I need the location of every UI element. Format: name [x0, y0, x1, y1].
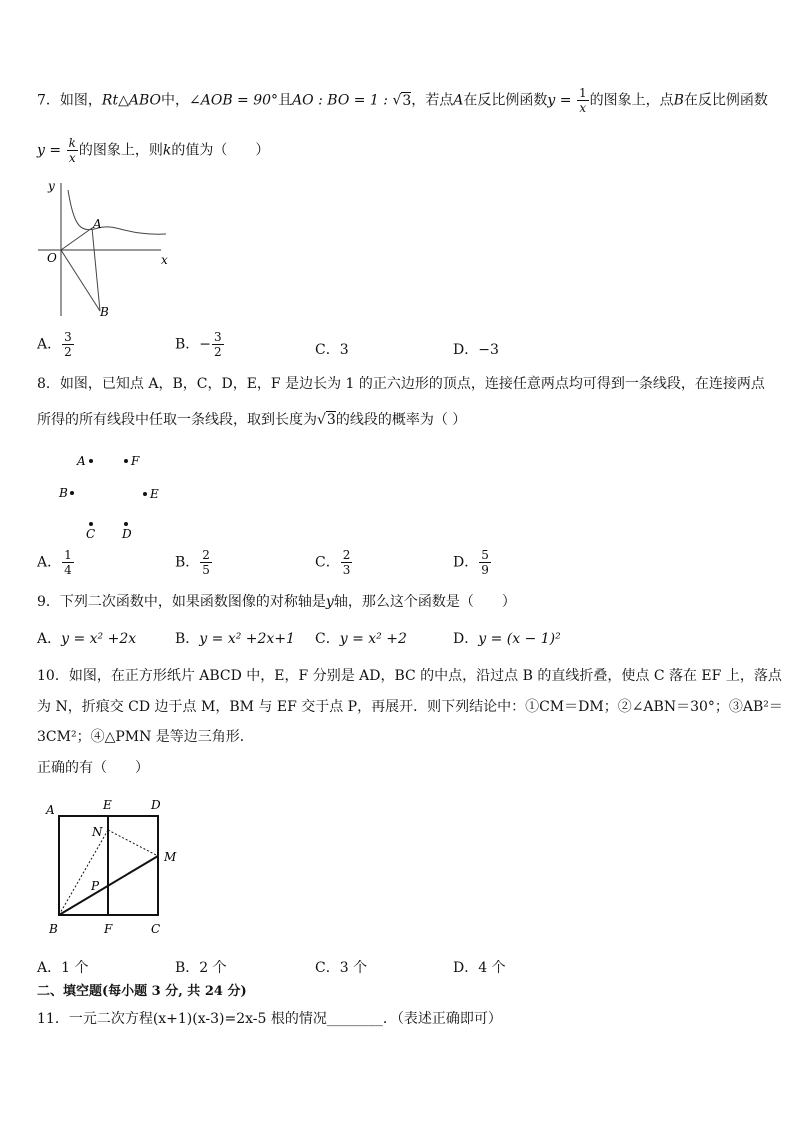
q8-label-D: D — [122, 527, 132, 541]
q10-label-C: C — [151, 922, 161, 936]
q7-option-c[interactable]: C．3 — [315, 342, 349, 358]
q10-line4: 正确的有（ ） — [37, 760, 149, 776]
q10-option-b[interactable]: B．2 个 — [175, 960, 227, 976]
q9-option-a[interactable]: A．y = x² +2x — [37, 631, 137, 647]
q7-option-d[interactable]: D．−3 — [453, 342, 499, 358]
q7-option-a[interactable]: A． $\frac{3}{2}$ — [37, 330, 72, 359]
q10-label-P: P — [91, 879, 100, 893]
q8-dot-A — [89, 459, 93, 463]
q8-label-E: E — [150, 487, 159, 501]
q10-option-c[interactable]: C．3 个 — [315, 960, 368, 976]
q9-option-d[interactable]: D．y = (x − 1)² — [453, 631, 561, 647]
q10-line3: 3CM²；④△PMN 是等边三角形． — [37, 729, 254, 745]
q8-hexagon-points — [55, 450, 175, 545]
q10-label-N: N — [92, 825, 103, 839]
q8-dot-C — [89, 522, 93, 526]
q8-line2: 所得的所有线段中任取一条线段，取到长度为√3的线段的概率为（ ） — [37, 412, 467, 428]
q8-label-F: F — [131, 454, 140, 468]
section-heading: 二、填空题(每小题 3 分, 共 24 分) — [37, 984, 247, 999]
q10-square-figure — [42, 796, 182, 938]
q7-label-B: B — [100, 305, 109, 319]
q7-line2: y = $\frac{k}{x}$ 的图象上，则k的值为（ ） — [37, 136, 270, 165]
q10-label-B: B — [49, 922, 58, 936]
q7-label-y: y — [48, 179, 55, 193]
q9-stem: 9．下列二次函数中，如果函数图像的对称轴是y轴，那么这个函数是（ ） — [37, 594, 516, 610]
q8-dot-E — [143, 492, 147, 496]
q8-option-b[interactable]: B． $\frac{2}{5}$ — [175, 548, 210, 577]
q10-option-a[interactable]: A．1 个 — [37, 960, 89, 976]
q10-label-A: A — [46, 803, 55, 817]
q10-option-d[interactable]: D．4 个 — [453, 960, 506, 976]
q8-label-A: A — [77, 454, 86, 468]
q9-option-b[interactable]: B．y = x² +2x+1 — [175, 631, 295, 647]
q7-option-b[interactable]: B．− $\frac{3}{2}$ — [175, 330, 222, 359]
q10-label-F: F — [104, 922, 113, 936]
q9-option-c[interactable]: C．y = x² +2 — [315, 631, 407, 647]
q10-line1: 10．如图，在正方形纸片 ABCD 中，E，F 分别是 AD，BC 的中点，沿过点 B 的直线折叠，使点 C 落在 EF 上，落点 — [37, 668, 782, 684]
q10-label-E: E — [103, 798, 112, 812]
q10-line2: 为 N，折痕交 CD 边于点 M，BM 与 EF 交于点 P，再展开．则下列结论中：①CM＝DM；②∠ABN＝30°；③AB²＝ — [37, 699, 783, 715]
q8-dot-D — [124, 522, 128, 526]
q8-label-C: C — [86, 527, 96, 541]
q7-graph — [36, 178, 171, 320]
q7-label-x: x — [161, 253, 168, 267]
q8-option-a[interactable]: A． $\frac{1}{4}$ — [37, 548, 72, 577]
q11-stem: 11．一元二次方程(x+1)(x-3)=2x-5 根的情况________．（表述正确即可） — [37, 1011, 502, 1027]
q8-dot-B — [70, 491, 74, 495]
q10-label-D: D — [151, 798, 161, 812]
q8-dot-F — [124, 459, 128, 463]
q8-option-c[interactable]: C． $\frac{2}{3}$ — [315, 548, 351, 577]
q8-option-d[interactable]: D． $\frac{5}{9}$ — [453, 548, 489, 577]
q8-label-B: B — [59, 486, 68, 500]
q10-label-M: M — [164, 850, 177, 864]
q8-line1: 8．如图，已知点 A，B，C，D，E，F 是边长为 1 的正六边形的顶点，连接任意两点均可得到一条线段，在连接两点 — [37, 376, 765, 392]
q7-label-A: A — [93, 217, 102, 231]
q7-line1: 7．如图，Rt△ABO中，∠AOB = 90°且AO : BO = 1 : √3，若点A在反比例函数y = $\frac{1}{x}$ 的图象上，点B在反比例函数 — [37, 86, 768, 115]
q7-label-O: O — [47, 251, 57, 265]
